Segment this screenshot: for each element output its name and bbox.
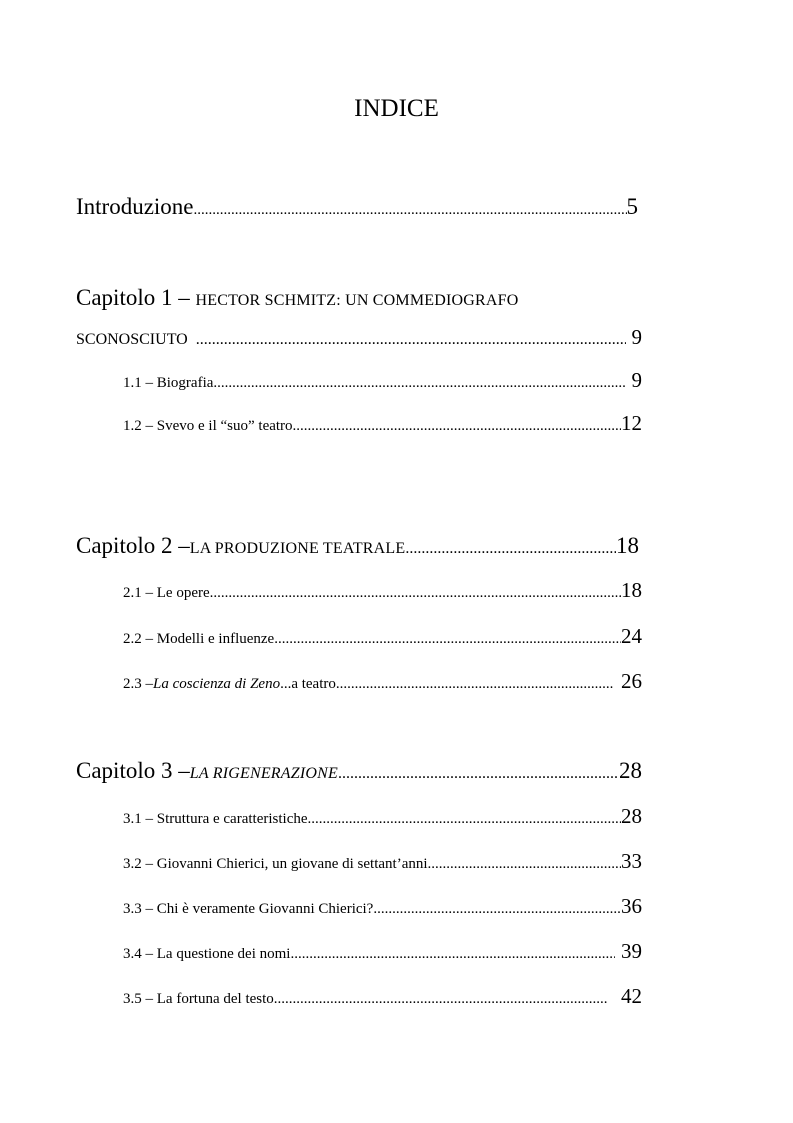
dot-leader <box>338 759 619 789</box>
chapter-2-heading[interactable] <box>76 531 639 564</box>
toc-entry-label: 1.2 – Svevo e il “suo” teatro <box>123 418 293 434</box>
toc-entry-introduzione[interactable] <box>76 192 638 225</box>
toc-page-number: 26 <box>621 669 642 693</box>
toc-page-number: 33 <box>621 849 642 873</box>
dot-leader <box>293 414 621 438</box>
toc-section-2-1[interactable] <box>123 578 642 605</box>
chapter-prefix: Capitolo 1 – <box>76 285 196 310</box>
toc-section-2-3[interactable] <box>123 669 642 696</box>
toc-entry-label: 2.2 – Modelli e influenze <box>123 631 275 647</box>
chapter-1-heading-continued[interactable] <box>76 325 642 352</box>
chapter-title: LA RIGENERAZIONE <box>189 765 338 782</box>
toc-section-2-2[interactable] <box>123 624 642 651</box>
toc-page-number: 18 <box>616 533 639 558</box>
toc-entry-label: Introduzione <box>76 194 194 219</box>
chapter-title: LA PRODUZIONE TEATRALE <box>189 540 406 557</box>
chapter-prefix: Capitolo 2 – <box>76 533 190 558</box>
toc-page-number: 42 <box>621 984 642 1008</box>
toc-section-3-2[interactable] <box>123 849 642 876</box>
page-title: INDICE <box>354 95 439 122</box>
toc-section-1-2[interactable] <box>123 411 642 438</box>
toc-section-3-4[interactable] <box>123 939 642 966</box>
dot-leader <box>428 852 621 876</box>
dot-leader <box>213 371 625 395</box>
toc-page-number: 36 <box>621 894 642 918</box>
dot-leader <box>290 942 615 966</box>
chapter-1-heading[interactable] <box>76 283 676 316</box>
toc-entry-number: 2.3 – <box>123 676 153 692</box>
toc-section-3-1[interactable] <box>123 804 642 831</box>
toc-entry-label: 3.1 – Struttura e caratteristiche <box>123 811 308 827</box>
toc-page-number: 5 <box>626 194 638 219</box>
chapter-title: HECTOR SCHMITZ: UN COMMEDIOGRAFO <box>195 292 519 309</box>
dot-leader <box>336 672 613 696</box>
toc-page-number: 39 <box>621 939 642 963</box>
toc-entry-italic-title: La coscienza di Zeno <box>153 676 281 692</box>
chapter-3-heading[interactable] <box>76 756 642 789</box>
toc-entry-label: 3.4 – La questione dei nomi <box>123 946 291 962</box>
dot-leader <box>274 987 607 1011</box>
toc-entry-label: 3.3 – Chi è veramente Giovanni Chierici? <box>123 901 374 917</box>
toc-page-number: 9 <box>631 325 642 349</box>
toc-page-number: 28 <box>621 804 642 828</box>
toc-entry-label: 2.1 – Le opere <box>123 585 210 601</box>
chapter-prefix: Capitolo 3 – <box>76 758 190 783</box>
chapter-title-continued: SCONOSCIUTO <box>76 331 188 348</box>
dot-leader <box>373 897 621 921</box>
toc-section-1-1[interactable] <box>123 368 642 395</box>
toc-page-number: 24 <box>621 624 642 648</box>
toc-page-number: 18 <box>621 578 642 602</box>
dot-leader <box>194 192 627 225</box>
dot-leader <box>274 627 621 651</box>
dot-leader <box>405 534 616 564</box>
toc-entry-label: 3.2 – Giovanni Chierici, un giovane di settant’anni <box>123 856 428 872</box>
toc-section-3-5[interactable] <box>123 984 642 1011</box>
toc-page-number: 28 <box>619 758 642 783</box>
dot-leader <box>210 581 621 605</box>
toc-entry-label: 3.5 – La fortuna del testo <box>123 991 274 1007</box>
toc-page-number: 12 <box>621 411 642 435</box>
dot-leader <box>308 807 621 831</box>
toc-entry-label: 1.1 – Biografia <box>123 375 214 391</box>
toc-page-number: 9 <box>631 368 642 392</box>
dot-leader <box>188 328 626 352</box>
toc-entry-label: ...a teatro <box>280 676 336 692</box>
toc-section-3-3[interactable] <box>123 894 642 921</box>
